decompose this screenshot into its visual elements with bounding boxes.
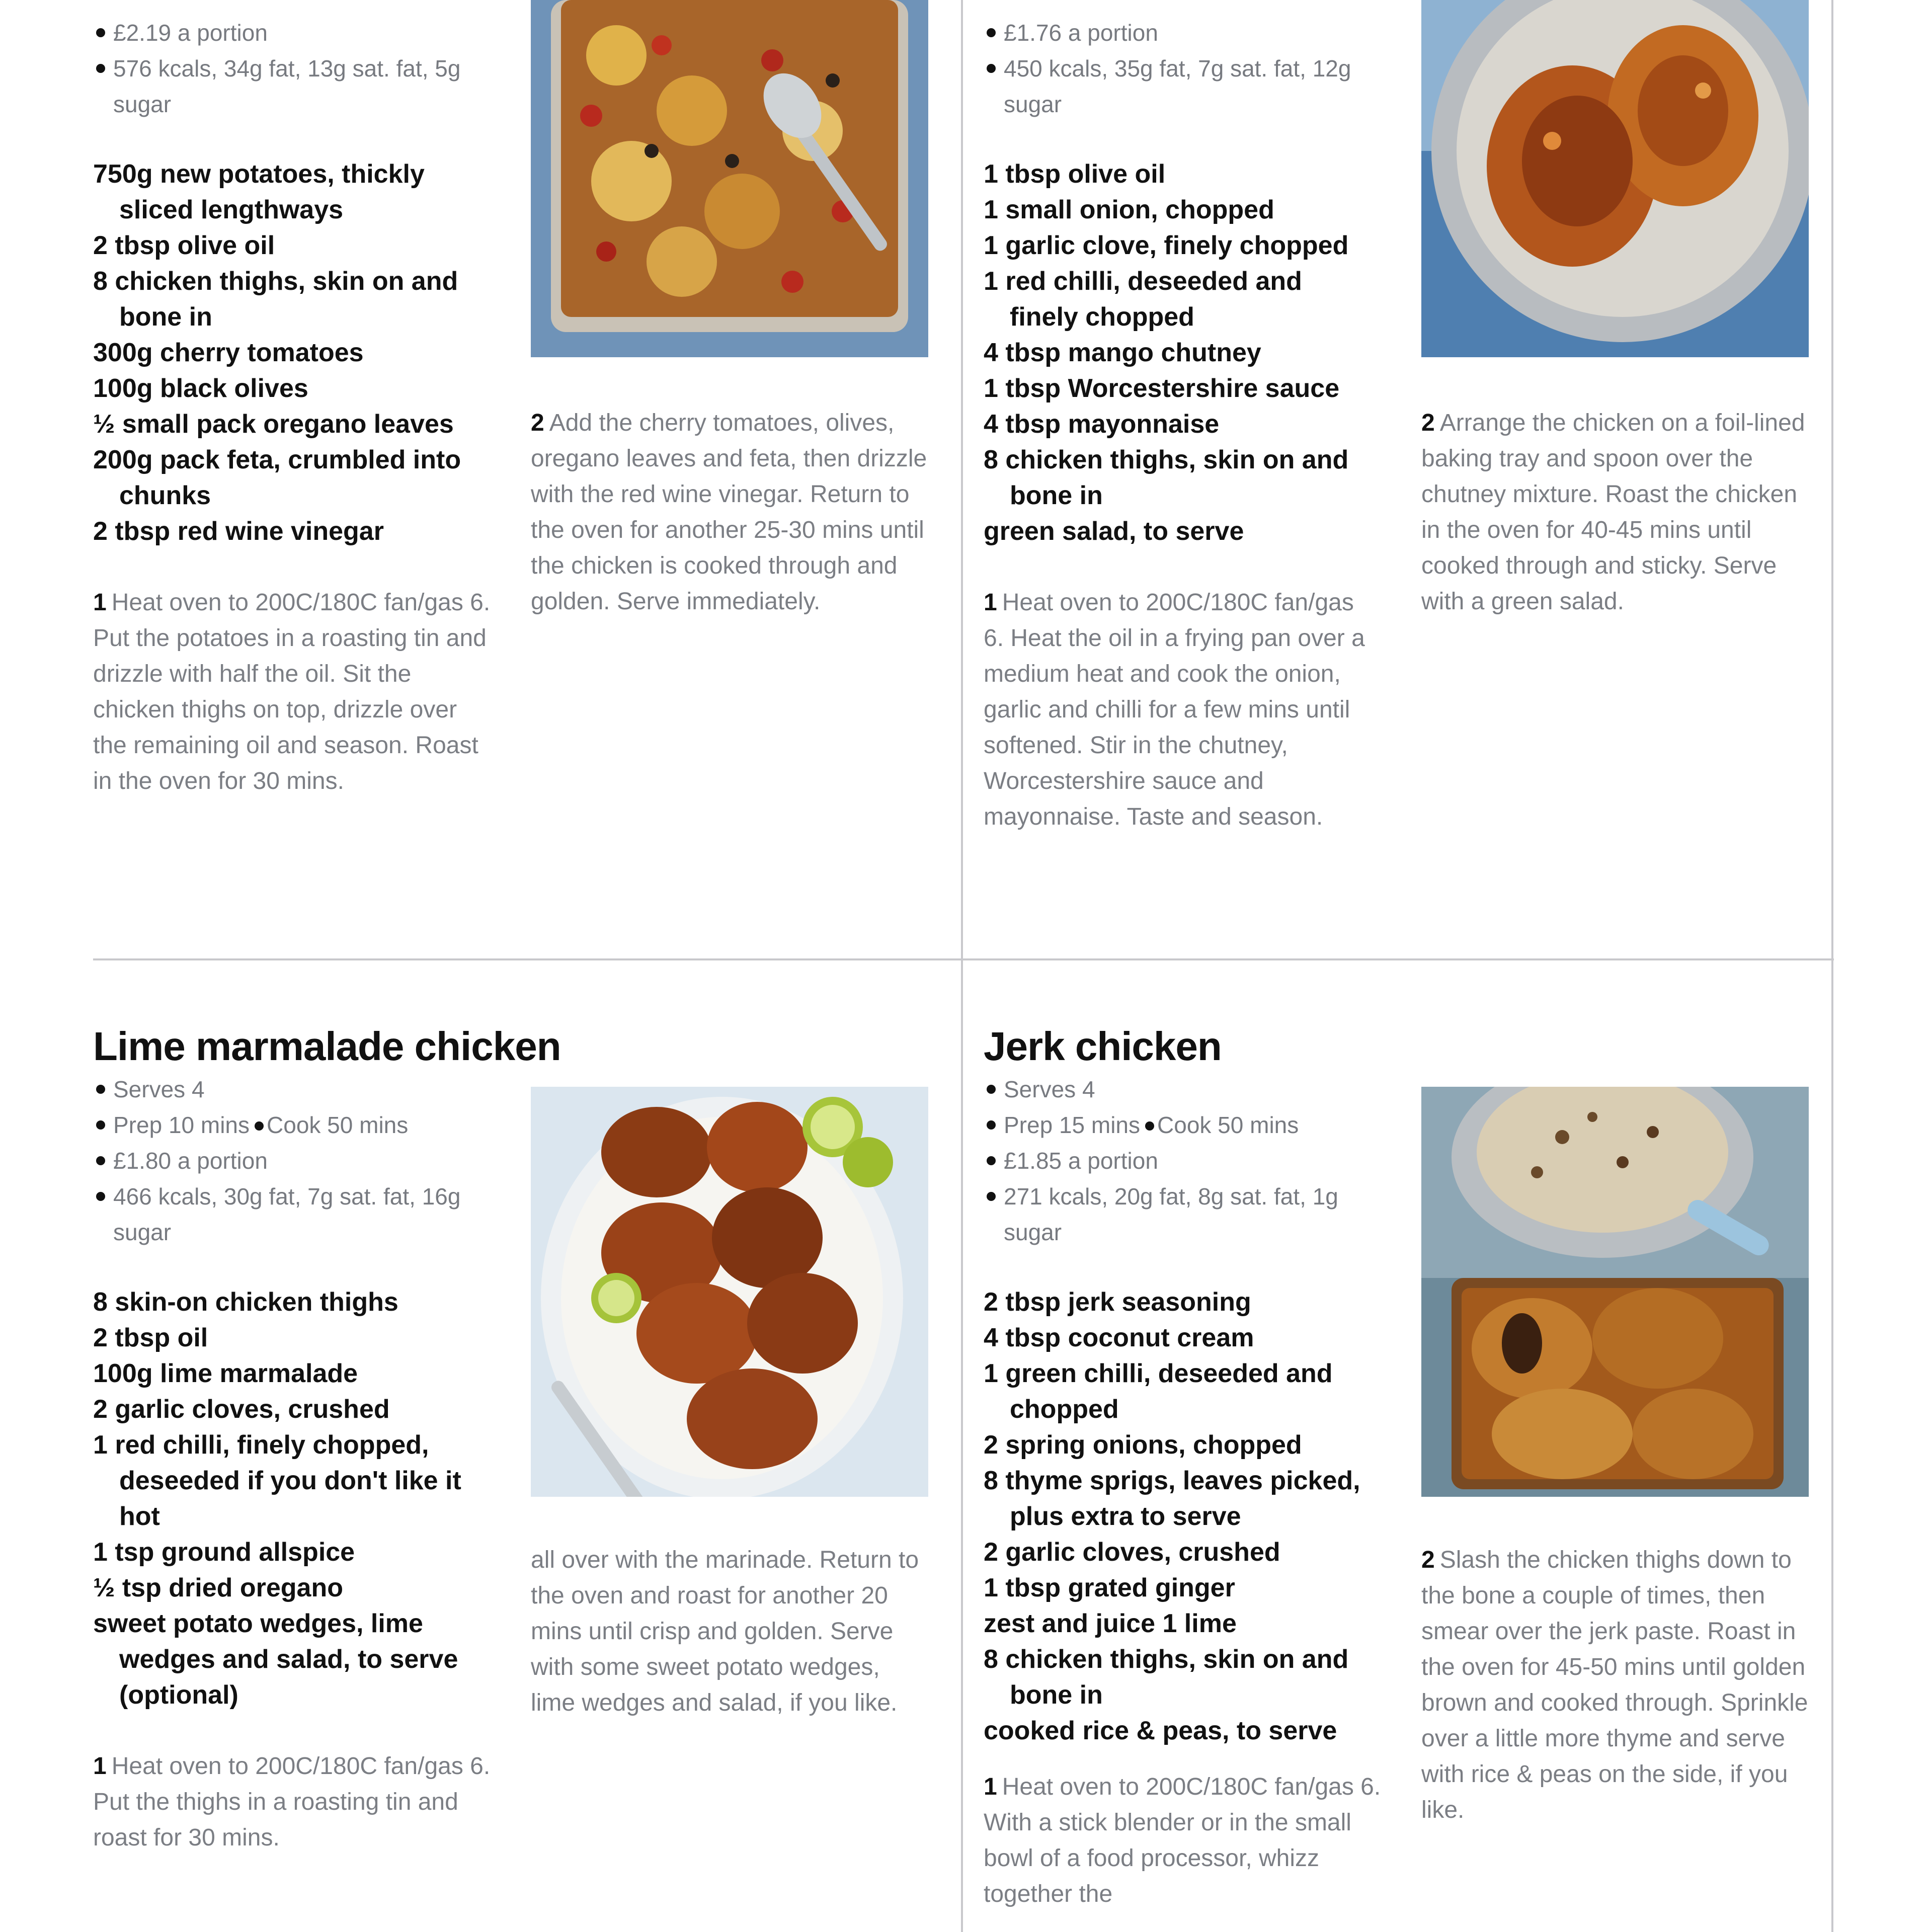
jerk-chicken-rice-photo — [1421, 1087, 1809, 1497]
step-text: Heat oven to 200C/180C fan/gas 6. Put the potatoes in a roasting tin and drizzle with half the oil. Sit the chicken thighs on top, drizzle over the remaining oil and season. Roast in the oven for 30 mins. — [93, 589, 491, 794]
ingredient: 2 tbsp red wine vinegar — [93, 517, 384, 546]
recipe-1-price: £2.19 a portion — [93, 15, 496, 51]
ingredient: 2 tbsp olive oil — [93, 231, 275, 260]
prep-time: Prep 10 mins — [113, 1112, 250, 1138]
row-divider — [93, 958, 1834, 960]
recipe-3-step-1 — [93, 1748, 496, 1856]
ingredient: 200g pack feta, crumbled into chunks — [93, 445, 461, 510]
ingredient: 2 tbsp oil — [93, 1323, 208, 1352]
recipe-1-meta — [93, 15, 496, 122]
ingredient: green salad, to serve — [984, 517, 1244, 546]
ingredient: cooked rice & peas, to serve — [984, 1716, 1337, 1745]
recipe-4-photo — [1421, 1087, 1809, 1497]
ingredient: ½ tsp dried oregano — [93, 1573, 343, 1602]
recipe-4-price: £1.85 a portion — [984, 1143, 1381, 1179]
ingredient: 1 tsp ground allspice — [93, 1538, 355, 1567]
ingredient: 1 red chilli, deseeded and finely chopped — [984, 267, 1302, 332]
recipe-4-ingredients — [984, 1284, 1381, 1749]
step-number: 1 — [984, 1774, 997, 1800]
recipe-4-serves: Serves 4 — [984, 1072, 1381, 1107]
sticky-chicken-plate-photo — [1421, 0, 1809, 357]
recipe-1-photo — [531, 0, 928, 357]
ingredient: 1 garlic clove, finely chopped — [984, 231, 1349, 260]
step-text: Heat oven to 200C/180C fan/gas 6. Heat the oil in a frying pan over a medium heat and cook the onion, garlic and chilli for a few mins until softened. Stir in the chutney, Worcestershire sauce and mayonnaise. Taste and season. — [984, 589, 1365, 830]
recipe-2-nutrition: 450 kcals, 35g fat, 7g sat. fat, 12g sugar — [984, 51, 1371, 122]
ingredient: 2 tbsp jerk seasoning — [984, 1287, 1251, 1317]
recipe-4-times — [984, 1107, 1381, 1143]
ingredient: 2 spring onions, chopped — [984, 1430, 1302, 1460]
recipe-4-method-column — [1421, 1542, 1819, 1828]
ingredient: 1 tbsp grated ginger — [984, 1573, 1235, 1602]
recipe-3-info-column — [93, 1024, 561, 1856]
recipe-1-nutrition: 576 kcals, 34g fat, 13g sat. fat, 5g sugar — [93, 51, 496, 122]
recipe-2-method-column — [1421, 405, 1819, 619]
ingredient: sweet potato wedges, lime wedges and salad, to serve (optional) — [93, 1609, 458, 1710]
ingredient: 100g lime marmalade — [93, 1359, 358, 1388]
recipe-3-title: Lime marmalade chicken — [93, 1024, 561, 1069]
chicken-tray-bake-photo — [531, 0, 928, 357]
cook-time: Cook 50 mins — [1157, 1112, 1299, 1138]
recipe-2-meta — [984, 15, 1371, 122]
recipe-2-step-2 — [1421, 405, 1819, 619]
ingredient: 8 chicken thighs, skin on and bone in — [984, 445, 1349, 510]
step-number: 2 — [1421, 410, 1435, 436]
ingredient: ½ small pack oregano leaves — [93, 410, 454, 439]
ingredient: 4 tbsp mango chutney — [984, 338, 1261, 367]
ingredient: 750g new potatoes, thickly sliced lengthways — [93, 159, 425, 224]
step-text: Heat oven to 200C/180C fan/gas 6. Put the thighs in a roasting tin and roast for 30 mins. — [93, 1753, 491, 1851]
recipe-2-photo — [1421, 0, 1809, 357]
step-number: 1 — [93, 1753, 107, 1780]
column-divider — [961, 0, 963, 1932]
recipe-4-meta — [984, 1072, 1381, 1250]
recipe-4-step-2 — [1421, 1542, 1819, 1828]
recipe-3-meta — [93, 1072, 496, 1250]
recipe-2-step-1 — [984, 585, 1371, 835]
lime-marmalade-chicken-photo — [531, 1087, 928, 1497]
step-number: 1 — [93, 589, 107, 616]
bullet-dot — [1145, 1121, 1154, 1131]
recipe-4-title: Jerk chicken — [984, 1024, 1222, 1069]
cook-time: Cook 50 mins — [267, 1112, 409, 1138]
recipe-3-step-2-continued: all over with the marinade. Return to the oven and roast for another 20 mins until crisp and golden. Serve with some sweet potato wedges, lime wedges and salad, if you like. — [531, 1547, 919, 1716]
ingredient: 300g cherry tomatoes — [93, 338, 364, 367]
step-text: Slash the chicken thighs down to the bone a couple of times, then smear over the jerk paste. Roast in the oven for 45-50 mins until golden brown and cooked through. Sprinkle over a little more thyme and serve with rice & peas on the side, if you like. — [1421, 1547, 1808, 1823]
step-number: 1 — [984, 589, 997, 616]
recipe-4-nutrition: 271 kcals, 20g fat, 8g sat. fat, 1g sugar — [984, 1179, 1381, 1250]
recipe-4-step-1 — [984, 1769, 1381, 1912]
recipe-3-nutrition: 466 kcals, 30g fat, 7g sat. fat, 16g sugar — [93, 1179, 496, 1250]
ingredient: 1 tbsp Worcestershire sauce — [984, 374, 1340, 403]
recipe-2-info-column — [984, 15, 1371, 835]
step-text: Add the cherry tomatoes, olives, oregano leaves and feta, then drizzle with the red wine vinegar. Return to the oven for another 25-30 mins until the chicken is cooked through and golden. Serve immediately. — [531, 410, 927, 615]
recipe-1-ingredients — [93, 156, 496, 549]
prep-time: Prep 15 mins — [1004, 1112, 1141, 1138]
ingredient: zest and juice 1 lime — [984, 1609, 1237, 1638]
ingredient: 2 garlic cloves, crushed — [93, 1395, 390, 1424]
recipe-3-ingredients — [93, 1284, 496, 1713]
step-number: 2 — [531, 410, 544, 436]
ingredient: 1 green chilli, deseeded and chopped — [984, 1359, 1333, 1424]
recipe-3-price: £1.80 a portion — [93, 1143, 496, 1179]
step-text: Heat oven to 200C/180C fan/gas 6. With a stick blender or in the small bowl of a food processor, whizz together the — [984, 1774, 1381, 1907]
recipe-4-info-column — [984, 1026, 1381, 1912]
recipe-1-method-column — [531, 405, 928, 619]
recipe-1-step-1 — [93, 585, 496, 799]
ingredient: 8 chicken thighs, skin on and bone in — [93, 267, 458, 332]
ingredient: 100g black olives — [93, 374, 308, 403]
ingredient: 1 red chilli, finely chopped, deseeded if you don't like it hot — [93, 1430, 461, 1531]
step-number: 2 — [1421, 1547, 1435, 1573]
right-edge-divider — [1831, 0, 1833, 1932]
ingredient: 4 tbsp coconut cream — [984, 1323, 1254, 1352]
recipe-3-method-column — [531, 1542, 928, 1721]
step-text: Arrange the chicken on a foil-lined baking tray and spoon over the chutney mixture. Roast the chicken in the oven for 40-45 mins until cooked through and sticky. Serve with a green salad. — [1421, 410, 1805, 615]
recipe-3-serves: Serves 4 — [93, 1072, 496, 1107]
ingredient: 8 chicken thighs, skin on and bone in — [984, 1645, 1349, 1710]
bullet-dot — [255, 1121, 264, 1131]
ingredient: 1 small onion, chopped — [984, 195, 1274, 224]
recipe-3-times — [93, 1107, 496, 1143]
recipe-1-info-column — [93, 15, 496, 799]
ingredient: 1 tbsp olive oil — [984, 159, 1166, 189]
recipe-1-step-2 — [531, 405, 928, 619]
ingredient: 4 tbsp mayonnaise — [984, 410, 1220, 439]
recipe-2-ingredients — [984, 156, 1371, 549]
ingredient: 8 thyme sprigs, leaves picked, plus extra to serve — [984, 1466, 1360, 1531]
ingredient: 2 garlic cloves, crushed — [984, 1538, 1280, 1567]
recipe-3-photo — [531, 1087, 928, 1497]
recipe-2-price: £1.76 a portion — [984, 15, 1371, 51]
ingredient: 8 skin-on chicken thighs — [93, 1287, 398, 1317]
